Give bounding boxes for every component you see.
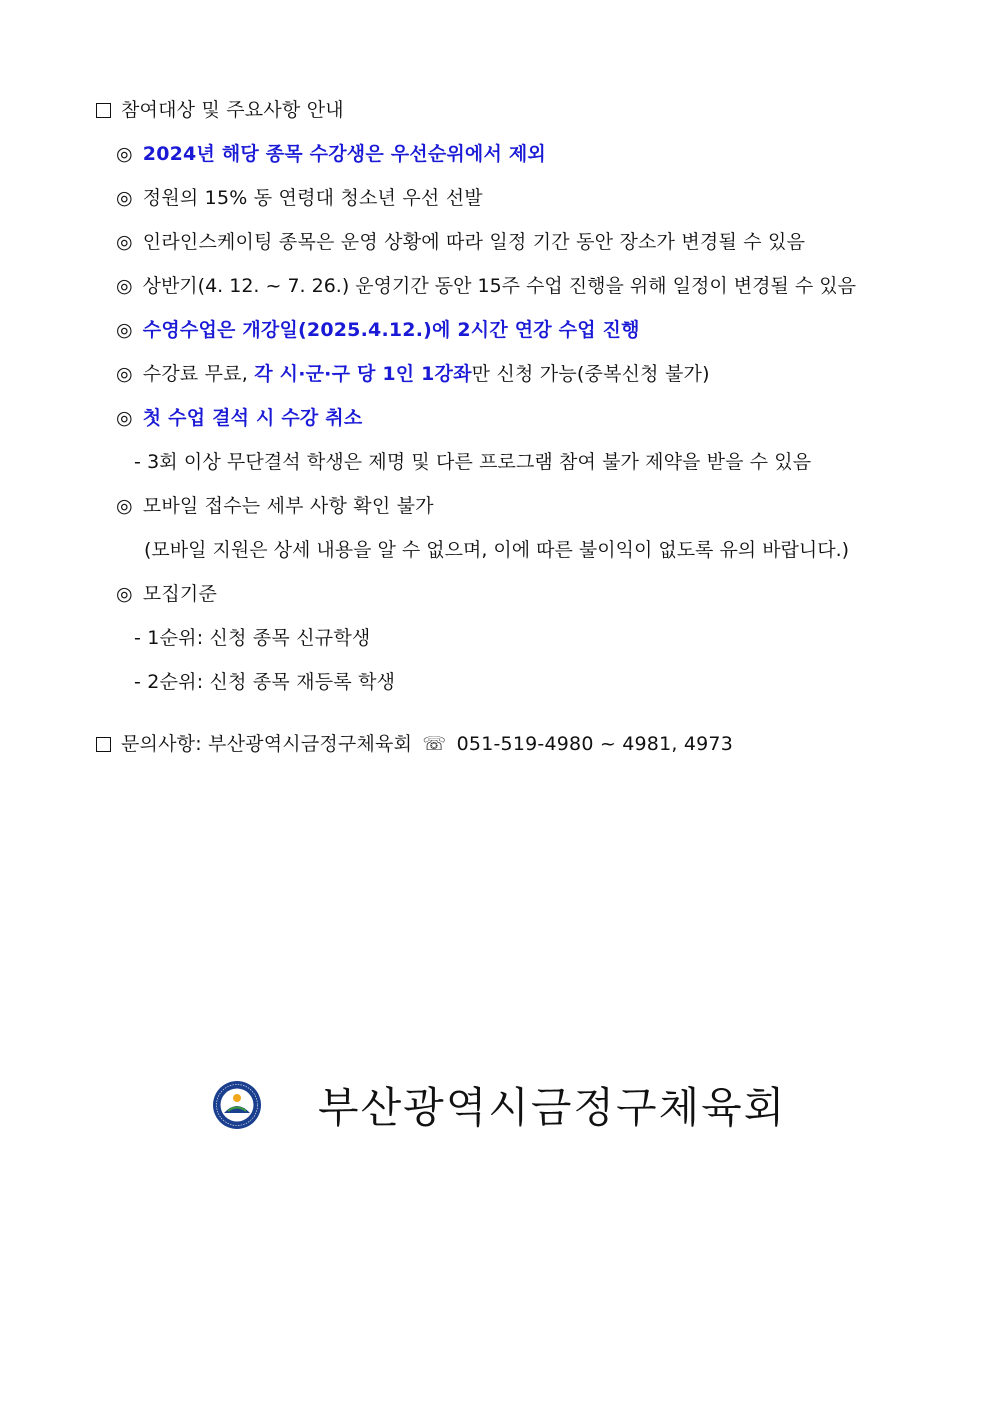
double-circle-icon: ◎: [116, 187, 133, 209]
list-item: [116, 274, 856, 298]
list-item: [116, 406, 362, 430]
list-item: [116, 362, 710, 386]
phone-icon: ☏: [422, 733, 447, 755]
double-circle-icon: ◎: [116, 407, 133, 429]
item-text: 모집기준: [142, 583, 217, 605]
item-text: 수강료 무료,: [142, 363, 255, 385]
item-text: 인라인스케이팅 종목은 운영 상황에 따라 일정 기간 동안 장소가 변경될 수 있음: [142, 231, 806, 253]
organization-name: 부산광역시금정구체육회: [318, 1083, 787, 1132]
checkbox-square-icon: [96, 737, 111, 752]
list-item: [116, 186, 483, 210]
item-text: 수영수업은: [142, 319, 243, 341]
sub-item: - 2순위: 신청 종목 재등록 학생: [134, 671, 396, 693]
list-item: [116, 494, 434, 518]
item-text: 모바일 접수는 세부 사항 확인 불가: [142, 495, 434, 517]
item-text: 정원의 15% 동 연령대 청소년 우선 선발: [142, 187, 483, 209]
section-heading: 참여대상 및 주요사항 안내: [96, 98, 344, 122]
footer: [212, 1075, 786, 1135]
double-circle-icon: ◎: [116, 495, 133, 517]
contact-label: 문의사항: 부산광역시금정구체육회: [121, 733, 413, 755]
item-text: 상반기(4. 12. ~ 7. 26.) 운영기간 동안 15주 수업 진행을 위해 일정이 변경될 수 있음: [142, 275, 856, 297]
double-circle-icon: ◎: [116, 231, 133, 253]
list-item: [116, 318, 640, 342]
double-circle-icon: ◎: [116, 143, 133, 165]
item-text-highlight: 각 시·군·구 당 1인 1강좌: [254, 363, 472, 385]
double-circle-icon: ◎: [116, 363, 133, 385]
double-circle-icon: ◎: [116, 583, 133, 605]
list-item: [116, 582, 217, 606]
checkbox-square-icon: [96, 103, 111, 118]
sub-item: - 1순위: 신청 종목 신규학생: [134, 627, 371, 649]
sub-item: (모바일 지원은 상세 내용을 알 수 없으며, 이에 따른 불이익이 없도록 유의 바랍니다.): [144, 539, 850, 561]
emblem-icon: [212, 1080, 262, 1130]
item-text: 만 신청 가능(중복신청 불가): [471, 363, 710, 385]
item-text: 2024년 해당 종목 수강생은 우선순위에서 제외: [142, 143, 546, 165]
contact-line: [96, 732, 733, 756]
item-text-highlight: 개강일(2025.4.12.)에 2시간 연강 수업 진행: [242, 319, 640, 341]
sub-item: - 3회 이상 무단결석 학생은 제명 및 다른 프로그램 참여 불가 제약을 받을 수 있음: [134, 451, 812, 473]
list-item: [116, 230, 805, 254]
double-circle-icon: ◎: [116, 319, 133, 341]
item-text: 첫 수업 결석 시 수강 취소: [142, 407, 363, 429]
phone-number: 051-519-4980 ~ 4981, 4973: [456, 733, 734, 755]
list-item: [116, 142, 546, 166]
double-circle-icon: ◎: [116, 275, 133, 297]
